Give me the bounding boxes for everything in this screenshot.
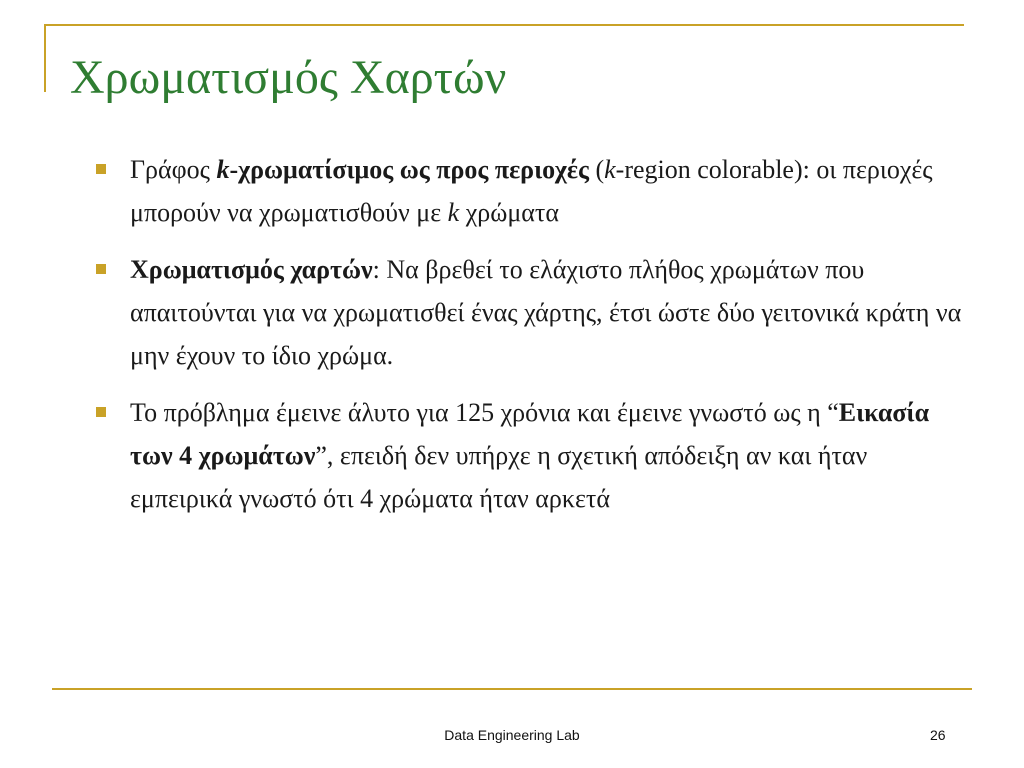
bullet-3-text-1: Το πρόβλημα έμεινε άλυτο για 125 χρόνια και έμεινε γνωστό ως η “ bbox=[130, 398, 839, 427]
footer-text: Data Engineering Lab bbox=[444, 727, 580, 743]
top-decor-line bbox=[44, 24, 964, 26]
bullet-square-icon bbox=[96, 407, 106, 417]
bottom-decor-line bbox=[52, 688, 972, 690]
bullet-1-text-4: χρώματα bbox=[459, 198, 559, 227]
page-number: 26 bbox=[930, 727, 946, 743]
bullet-square-icon bbox=[96, 264, 106, 274]
bullet-1-bold-term: -χρωματίσιμος ως προς περιοχές bbox=[229, 155, 589, 184]
left-decor-line bbox=[44, 24, 46, 92]
bullet-1-k-italic: k bbox=[216, 155, 230, 184]
bullet-square-icon bbox=[96, 164, 106, 174]
bullet-1-k-italic-2: k bbox=[604, 155, 616, 184]
bullet-item-2 bbox=[92, 248, 972, 377]
bullet-1-k-italic-3: k bbox=[447, 198, 460, 227]
bullet-1-text-1: Γράφος bbox=[130, 155, 217, 184]
bullet-3-text-2: ”, επειδή δεν υπήρχε η σχετική απόδειξη αν και ήταν εμπειρικά γνωστό ότι 4 χρώματα ήταν αρκετά bbox=[130, 441, 868, 513]
bullet-1-text-2: ( bbox=[588, 155, 605, 184]
bullet-3-bold-term: Εικασία των 4 χρωμάτων bbox=[130, 398, 930, 470]
bullet-list bbox=[92, 148, 972, 534]
bullet-1-text-3: -region colorable): οι περιοχές μπορούν να χρωματισθούν με bbox=[130, 155, 933, 227]
bullet-2-bold-term: Χρωματισμός χαρτών bbox=[130, 255, 373, 284]
bullet-2-text: : Να βρεθεί το ελάχιστο πλήθος χρωμάτων που απαιτούνται για να χρωματισθεί ένας χάρτης, έτσι ώστε δύο γειτονικά κράτη να μην έχουν το ίδιο χρώμα. bbox=[130, 255, 962, 370]
bullet-item-1 bbox=[92, 148, 972, 234]
slide-title: Χρωματισμός Χαρτών bbox=[70, 51, 507, 104]
bullet-item-3 bbox=[92, 391, 972, 520]
